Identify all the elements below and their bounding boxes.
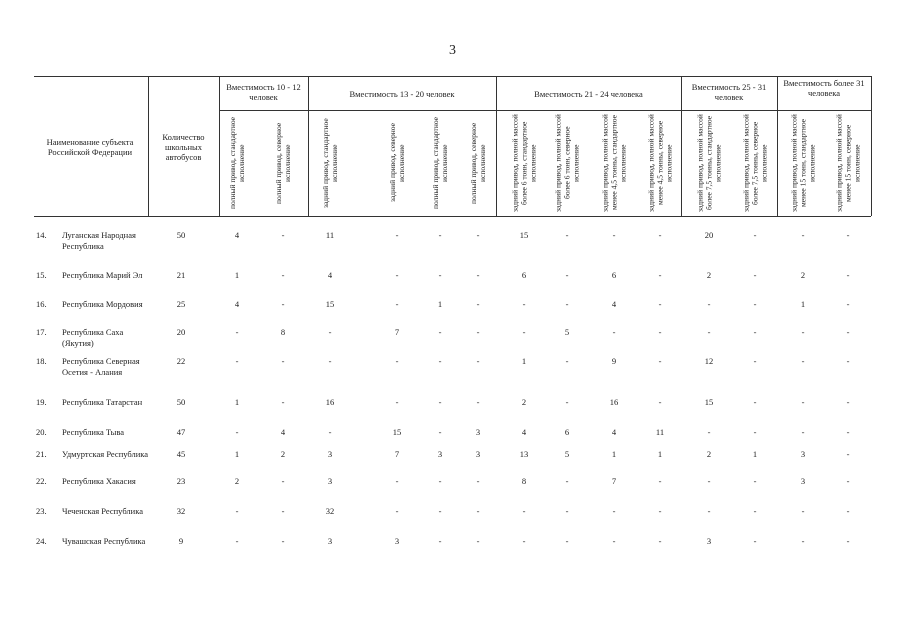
table-cell: 3 [800,476,806,486]
region-name: Республика Тыва [62,427,125,437]
table-cell: - [801,427,805,437]
bus-count: 21 [176,270,186,280]
region-name: Чеченская Республика [62,506,143,516]
table-cell: 3 [327,449,333,459]
table-cell: - [281,356,285,366]
region-name: Республика Марий Эл [62,270,143,280]
header-divider [681,76,682,216]
region-name: Республика Саха (Якутия) [62,327,124,348]
region-name: Республика Северная Осетия - Алания [62,356,140,377]
table-cell: 1 [234,397,240,407]
table-cell: - [476,397,480,407]
table-cell: 2 [521,397,527,407]
table-cell: - [565,356,569,366]
subcolumn-header: полный привод, северное исполнение [274,122,292,204]
table-cell: - [522,327,526,337]
table-cell: - [565,476,569,486]
group-header: Вместимость 25 - 31 человек [691,82,767,102]
table-cell: 13 [519,449,529,459]
table-cell: - [281,506,285,516]
row-number: 21. [36,449,47,459]
table-cell: 1 [657,449,663,459]
table-cell: - [328,327,332,337]
table-cell: 16 [609,397,619,407]
region-name: Республика Мордовия [62,299,143,309]
table-cell: - [753,506,757,516]
group-underline [308,110,496,111]
table-cell: 2 [706,270,712,280]
table-cell: 3 [475,427,481,437]
table-cell: 4 [521,427,527,437]
row-number: 18. [36,356,47,366]
bus-count: 22 [176,356,186,366]
region-name: Республика Хакасия [62,476,136,486]
table-cell: - [438,427,442,437]
table-cell: 1 [521,356,527,366]
table-cell: - [438,356,442,366]
table-cell: - [846,230,850,240]
table-cell: 15 [392,427,402,437]
group-header: Вместимость 10 - 12 человек [226,82,301,102]
table-cell: - [753,536,757,546]
bus-count: 47 [176,427,186,437]
table-cell: - [846,397,850,407]
table-cell: - [476,327,480,337]
table-cell: - [565,506,569,516]
table-cell: - [846,427,850,437]
table-cell: - [395,397,399,407]
table-cell: - [753,427,757,437]
table-cell: - [801,230,805,240]
table-cell: - [753,230,757,240]
table-cell: 2 [800,270,806,280]
table-cell: - [476,506,480,516]
table-cell: - [522,506,526,516]
table-cell: 4 [234,299,240,309]
table-cell: 20 [704,230,714,240]
table-cell: 4 [234,230,240,240]
table-cell: - [846,299,850,309]
count-column-header: Количество школьных автобусов [162,132,205,162]
group-underline [681,110,777,111]
header-divider [496,76,497,216]
table-cell: 3 [437,449,443,459]
table-cell: - [328,427,332,437]
region-name: Чувашская Республика [62,536,146,546]
table-cell: - [846,476,850,486]
table-cell: 2 [706,449,712,459]
table-cell: - [612,536,616,546]
table-cell: - [395,356,399,366]
table-cell: 15 [704,397,714,407]
subcolumn-header: задний привод, полной массой менее 15 тонн, стандартное исполнение [789,114,817,212]
bus-count: 23 [176,476,186,486]
table-cell: - [522,299,526,309]
table-cell: 3 [706,536,712,546]
table-cell: 12 [704,356,714,366]
table-cell: - [801,356,805,366]
row-number: 17. [36,327,47,337]
table-cell: - [846,270,850,280]
table-cell: - [658,536,662,546]
table-cell: 3 [327,476,333,486]
region-name: Республика Татарстан [62,397,143,407]
table-cell: 3 [327,536,333,546]
table-cell: - [707,299,711,309]
bus-count: 32 [176,506,186,516]
row-number: 14. [36,230,47,240]
table-cell: 6 [564,427,570,437]
table-cell: 4 [280,427,286,437]
table-cell: - [612,506,616,516]
header-divider [871,76,872,216]
table-cell: - [658,327,662,337]
table-cell: 3 [394,536,400,546]
header-divider [148,76,149,216]
table-cell: - [658,299,662,309]
table-cell: - [438,230,442,240]
row-number: 15. [36,270,47,280]
table-cell: 2 [280,449,286,459]
table-cell: - [707,506,711,516]
bus-count: 50 [176,230,186,240]
table-cell: 15 [325,299,335,309]
subcolumn-header: задний привод, полной массой более 6 тонн, стандартное исполнение [510,114,538,212]
table-cell: - [281,536,285,546]
region-name: Удмуртская Республика [62,449,149,459]
table-cell: 3 [800,449,806,459]
group-underline [219,110,308,111]
bus-count: 45 [176,449,186,459]
table-cell: - [565,230,569,240]
table-cell: 8 [521,476,527,486]
table-cell: - [801,506,805,516]
table-cell: - [281,230,285,240]
table-cell: - [476,270,480,280]
table-cell: - [753,270,757,280]
table-cell: - [658,270,662,280]
table-cell: 7 [394,449,400,459]
table-cell: - [328,356,332,366]
table-cell: - [235,356,239,366]
table-cell: 7 [611,476,617,486]
table-cell: 4 [327,270,333,280]
table-cell: 1 [800,299,806,309]
subcolumn-header: полный привод, северное исполнение [469,122,487,204]
table-cell: - [565,270,569,280]
subcolumn-header: задний привод, стандартное исполнение [321,118,339,208]
group-header: Вместимость 21 - 24 человека [534,89,643,99]
subcolumn-header: полный привод, стандартное исполнение [431,117,449,210]
table-cell: - [395,299,399,309]
table-cell: - [476,356,480,366]
page-number: 3 [449,43,456,58]
row-number: 23. [36,506,47,516]
table-cell: - [658,230,662,240]
table-cell: - [846,356,850,366]
table-cell: - [707,327,711,337]
table-cell: 15 [519,230,529,240]
table-cell: - [753,476,757,486]
table-cell: - [801,397,805,407]
table-cell: - [395,476,399,486]
table-cell: - [235,327,239,337]
table-cell: - [612,230,616,240]
subcolumn-header: задний привод, полной массой менее 15 тонн, северное исполнение [834,114,862,212]
row-number: 22. [36,476,47,486]
table-cell: - [476,230,480,240]
table-cell: - [395,270,399,280]
table-cell: 1 [752,449,758,459]
table-cell: - [658,506,662,516]
group-header: Вместимость более 31 человека [783,78,865,98]
subcolumn-header: полный привод, стандартное исполнение [228,117,246,210]
subcolumn-header: задний привод, полной массой менее 4,5 тонны, северное исполнение [646,114,674,212]
table-cell: - [801,327,805,337]
table-cell: - [658,397,662,407]
table-cell: 16 [325,397,335,407]
table-cell: 3 [475,449,481,459]
table-cell: - [707,427,711,437]
table-cell: 5 [564,327,570,337]
table-cell: 1 [234,449,240,459]
table-cell: - [846,536,850,546]
table-cell: 11 [325,230,335,240]
table-cell: - [801,536,805,546]
group-underline [777,110,871,111]
table-cell: 2 [234,476,240,486]
table-cell: - [565,536,569,546]
row-number: 19. [36,397,47,407]
table-cell: 11 [655,427,665,437]
header-divider [777,76,778,216]
group-underline [496,110,681,111]
bus-count: 50 [176,397,186,407]
table-cell: - [846,506,850,516]
table-cell: 4 [611,427,617,437]
table-cell: - [235,427,239,437]
table-cell: - [476,536,480,546]
table-cell: 5 [564,449,570,459]
table-cell: - [395,506,399,516]
table-cell: 6 [611,270,617,280]
bus-count: 20 [176,327,186,337]
table-cell: - [753,299,757,309]
region-column-header: Наименование субъекта Российской Федерации [46,137,134,157]
table-cell: - [235,536,239,546]
table-cell: - [281,476,285,486]
table-cell: - [395,230,399,240]
subcolumn-header: задний привод, северное исполнение [388,123,406,203]
table-top-rule [34,76,871,77]
bus-count: 25 [176,299,186,309]
table-cell: - [753,356,757,366]
subcolumn-header: задний привод, полной массой менее 4,5 тонны, стандартное исполнение [600,114,628,212]
table-cell: - [476,299,480,309]
table-cell: - [281,299,285,309]
table-header-rule [34,216,871,217]
table-cell: - [846,449,850,459]
subcolumn-header: задний привод, полной массой более 7,5 тонны, стандартное исполнение [695,114,723,212]
table-cell: - [753,397,757,407]
table-cell: - [658,476,662,486]
table-cell: 1 [234,270,240,280]
subcolumn-header: задний привод, полной массой более 7,5 тонны, северное исполнение [741,114,769,212]
table-cell: - [565,299,569,309]
table-cell: - [846,327,850,337]
table-cell: - [522,536,526,546]
table-cell: - [707,476,711,486]
table-cell: - [612,327,616,337]
row-number: 24. [36,536,47,546]
table-cell: 9 [611,356,617,366]
table-cell: - [565,397,569,407]
region-name: Луганская Народная Республика [62,230,136,251]
table-cell: - [438,327,442,337]
table-cell: - [438,476,442,486]
table-cell: - [281,397,285,407]
table-cell: 6 [521,270,527,280]
table-cell: - [438,270,442,280]
row-number: 20. [36,427,47,437]
table-cell: - [235,506,239,516]
subcolumn-header: задний привод, полной массой более 6 тонн, северное исполнение [553,114,581,212]
row-number: 16. [36,299,47,309]
table-cell: - [281,270,285,280]
table-cell: 7 [394,327,400,337]
table-cell: 1 [611,449,617,459]
table-cell: - [476,476,480,486]
table-cell: - [438,506,442,516]
table-cell: 32 [325,506,335,516]
table-cell: 4 [611,299,617,309]
table-cell: - [658,356,662,366]
table-cell: - [438,536,442,546]
table-cell: - [753,327,757,337]
bus-count: 9 [178,536,184,546]
table-cell: 1 [437,299,443,309]
group-header: Вместимость 13 - 20 человек [349,89,455,99]
table-cell: - [438,397,442,407]
table-cell: 8 [280,327,286,337]
